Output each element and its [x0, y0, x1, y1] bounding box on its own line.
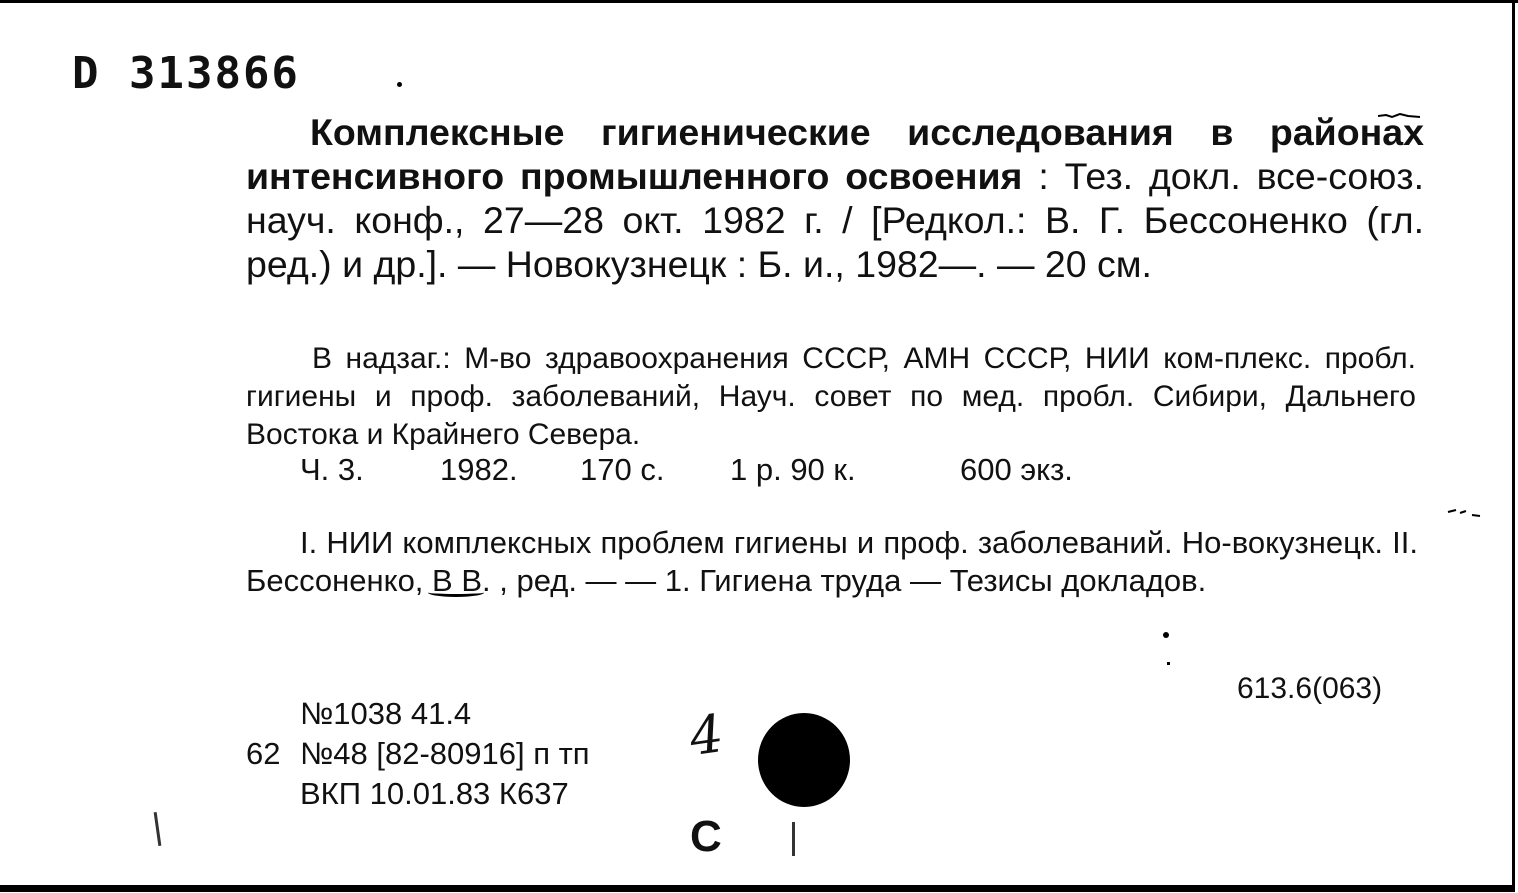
note-block [246, 340, 1416, 454]
edge-tick [792, 822, 795, 856]
letter-mark: С [690, 812, 722, 861]
punch-hole [758, 713, 850, 807]
collation-part: Ч. 3. [300, 452, 364, 487]
stats-prefix: 62 [246, 736, 281, 771]
speck [397, 82, 402, 87]
card-top-edge [0, 0, 1518, 3]
collation-pages: 170 с. [580, 452, 665, 487]
tracings-text: I. НИИ комплексных проблем гигиены и проф. заболеваний. Но-вокузнецк. II. Бессоненко, В В. , ред. — — 1. Гигиена труда — Тезисы докладов. [246, 525, 1418, 598]
collation-year: 1982. [440, 452, 518, 487]
stats-line-2: №48 [82-80916] п тп [300, 736, 590, 771]
main-entry [246, 110, 1424, 286]
entry-description: : Тез. докл. все-союз. науч. конф., 27—28 окт. 1982 г. / [Редкол.: В. Г. Бессоненко (гл. ред.) и др.]. — Новокузнецк : Б. и., 1982—. — 20 см. [246, 155, 1425, 285]
stats-line-1: №1038 41.4 [300, 696, 472, 731]
stats-line-3: ВКП 10.01.83 К637 [300, 776, 569, 811]
collation-price: 1 р. 90 к. [730, 452, 856, 487]
hand-underline [428, 588, 484, 597]
udc-code: 613.6(063) [1237, 672, 1383, 705]
collation-line [300, 452, 1073, 488]
speck [1446, 502, 1482, 512]
entry-title: Комплексные гигиенические исследования в районах интенсивного промышленного освоения [246, 111, 1424, 197]
handwritten-mark: 4 [685, 703, 728, 769]
collation-copies: 600 экз. [960, 452, 1073, 487]
call-number: D 313866 [72, 48, 300, 99]
note-text: В надзаг.: М-во здравоохранения СССР, АМН СССР, НИИ ком-плекс. пробл. гигиены и проф. заболеваний, Науч. совет по мед. пробл. Сибири, Дальнего Востока и Крайнего Севера. [246, 342, 1416, 451]
speck [1378, 104, 1420, 110]
card-stats [246, 694, 590, 814]
speck [1163, 632, 1169, 638]
tracings [246, 524, 1418, 600]
speck [1167, 662, 1170, 665]
